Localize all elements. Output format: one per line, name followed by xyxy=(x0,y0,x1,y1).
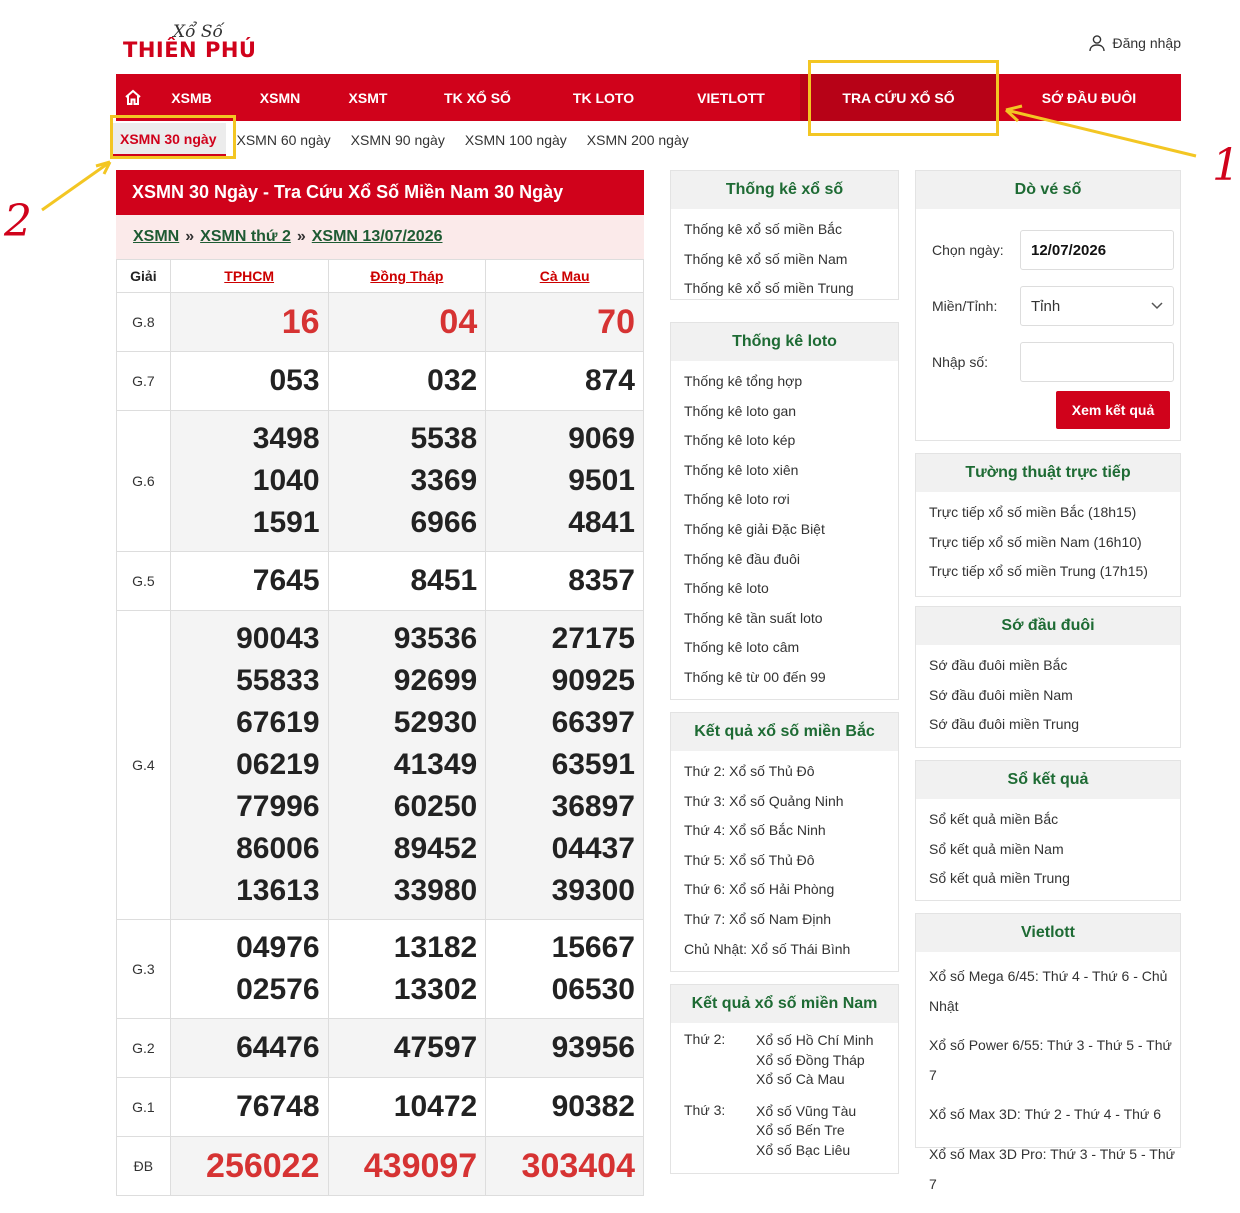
submit-button[interactable]: Xem kết quả xyxy=(1056,391,1170,429)
prize-number: 10472 xyxy=(393,1090,478,1123)
link-so-dau-duoi[interactable]: Sớ đầu đuôi miền Bắc xyxy=(929,657,1068,673)
link-vietlott[interactable]: Xổ số Power 6/55: Thứ 3 - Thứ 5 - Thứ 7 xyxy=(929,1037,1172,1083)
prize-number: 303404 xyxy=(521,1147,635,1185)
prize-cell xyxy=(486,352,644,411)
prize-number: 36897 xyxy=(551,790,635,823)
prize-row xyxy=(117,1078,644,1137)
prize-label: G.2 xyxy=(117,1019,171,1078)
col-province-ca-mau[interactable]: Cà Mau xyxy=(486,260,644,293)
breadcrumb-xsmn-date[interactable]: XSMN 13/07/2026 xyxy=(311,228,443,245)
nav-tra-cuu-xo-so[interactable]: TRA CỨU XỔ SỐ xyxy=(800,74,997,121)
box-vietlott xyxy=(915,913,1181,1192)
prize-number: 89452 xyxy=(393,832,478,865)
link-thong-ke-loto[interactable]: Thống kê đầu đuôi xyxy=(684,550,800,567)
prize-number: 7645 xyxy=(252,564,320,597)
link-kq-mien-nam[interactable]: Xổ số Hồ Chí Minh xyxy=(756,1032,874,1048)
prize-number: 8451 xyxy=(410,564,478,597)
prize-cell xyxy=(486,1019,644,1078)
prize-number: 77996 xyxy=(236,790,320,823)
prize-cell xyxy=(486,1137,644,1196)
prize-number: 47597 xyxy=(393,1031,478,1064)
kq-mien-nam-list xyxy=(671,1023,898,1160)
prize-cell xyxy=(170,1019,328,1078)
prize-cell xyxy=(486,611,644,920)
link-thong-ke-loto[interactable]: Thống kê loto gan xyxy=(684,402,797,419)
prize-number: 41349 xyxy=(393,748,478,781)
prize-label: ĐB xyxy=(117,1137,171,1196)
date-label: Chọn ngày: xyxy=(932,242,1004,258)
prize-cell xyxy=(328,1019,486,1078)
prize-cell xyxy=(170,611,328,920)
region-label: Miền/Tỉnh: xyxy=(932,298,998,314)
link-kq-mien-bac[interactable]: Chủ Nhật: Xổ số Thái Bình xyxy=(684,940,851,957)
link-kq-mien-bac[interactable]: Thứ 6: Xổ số Hải Phòng xyxy=(684,881,835,898)
annotation-label-1: 1 xyxy=(1212,140,1240,191)
link-truc-tiep[interactable]: Trực tiếp xổ số miền Trung (17h15) xyxy=(929,563,1148,580)
subnav-xsmn-100[interactable]: XSMN 100 ngày xyxy=(464,131,567,148)
link-thong-ke-xo-so[interactable]: Thống kê xổ số miền Trung xyxy=(684,280,854,297)
box-title: Kết quả xổ số miền Bắc xyxy=(671,713,898,751)
link-kq-mien-bac[interactable]: Thứ 7: Xổ số Nam Định xyxy=(684,910,832,927)
prize-cell xyxy=(328,293,486,352)
result-title: XSMN 30 Ngày - Tra Cứu Xổ Số Miền Nam 30 Ngày xyxy=(116,170,644,215)
link-kq-mien-bac[interactable]: Thứ 3: Xổ số Quảng Ninh xyxy=(684,792,844,809)
prize-number: 16 xyxy=(281,303,320,341)
link-kq-mien-nam[interactable]: Xổ số Đồng Tháp xyxy=(756,1051,865,1068)
prize-number: 3498 xyxy=(252,422,320,455)
prize-number: 04976 xyxy=(236,931,320,964)
prize-number: 64476 xyxy=(236,1031,320,1064)
nav-so-dau-duoi[interactable]: SỚ ĐẦU ĐUÔI xyxy=(1041,89,1137,106)
subnav-xsmn-30[interactable]: XSMN 30 ngày xyxy=(110,123,226,156)
box-kq-mien-nam xyxy=(670,984,899,1174)
link-thong-ke-loto[interactable]: Thống kê loto kép xyxy=(684,432,796,449)
annotation-label-2: 2 xyxy=(4,196,32,247)
link-thong-ke-xo-so-list xyxy=(671,209,898,308)
prize-number: 60250 xyxy=(393,790,478,823)
prize-cell xyxy=(328,552,486,611)
prize-number: 06219 xyxy=(236,748,320,781)
box-thong-ke-loto xyxy=(670,322,899,700)
link-truc-tiep-list xyxy=(916,492,1180,591)
box-so-ket-qua xyxy=(915,760,1181,901)
prize-cell xyxy=(170,293,328,352)
prize-number: 13613 xyxy=(236,874,320,907)
prize-number: 93536 xyxy=(393,622,478,655)
link-kq-mien-nam[interactable]: Xổ số Bến Tre xyxy=(756,1122,845,1138)
link-kq-mien-bac-list xyxy=(671,751,898,968)
box-title: Dò vé số xyxy=(916,171,1180,209)
prize-number: 02576 xyxy=(236,973,320,1006)
prize-number: 55833 xyxy=(236,664,320,697)
nav-xsmn[interactable]: XSMN xyxy=(259,89,301,106)
prize-cell xyxy=(486,552,644,611)
logo-top-text: Xổ Số xyxy=(173,22,223,42)
breadcrumb-sep: » xyxy=(185,228,195,245)
login-label: Đăng nhập xyxy=(1112,35,1181,51)
prize-cell xyxy=(328,1078,486,1137)
box-title: Sổ kết quả xyxy=(916,761,1180,799)
prize-number: 9069 xyxy=(568,422,635,455)
kq-mien-nam-row xyxy=(684,1102,898,1161)
subnav-xsmn-60[interactable]: XSMN 60 ngày xyxy=(236,131,331,148)
link-truc-tiep[interactable]: Trực tiếp xổ số miền Bắc (18h15) xyxy=(929,504,1137,520)
prize-row xyxy=(117,411,644,552)
box-thong-ke-xo-so xyxy=(670,170,899,300)
prize-number: 66397 xyxy=(551,706,635,739)
box-title: Kết quả xổ số miền Nam xyxy=(671,985,898,1023)
prize-number: 13182 xyxy=(393,931,478,964)
logo-main-text: THIÊN PHÚ xyxy=(123,38,257,62)
link-kq-mien-nam[interactable]: Xổ số Cà Mau xyxy=(756,1071,845,1087)
prize-number: 9501 xyxy=(568,464,635,497)
link-thong-ke-xo-so[interactable]: Thống kê xổ số miền Nam xyxy=(684,250,848,267)
link-so-dau-duoi[interactable]: Sớ đầu đuôi miền Trung xyxy=(929,716,1080,733)
prize-cell xyxy=(170,920,328,1019)
link-thong-ke-loto[interactable]: Thống kê loto xiên xyxy=(684,461,799,478)
link-thong-ke-loto[interactable]: Thống kê tổng hợp xyxy=(684,373,803,389)
result-table xyxy=(116,259,644,1196)
kq-mien-nam-row xyxy=(684,1031,898,1090)
date-field[interactable]: 12/07/2026 xyxy=(1020,230,1174,270)
link-thong-ke-loto[interactable]: Thống kê tần suất loto xyxy=(684,609,823,626)
breadcrumb-sep: » xyxy=(296,228,306,245)
prize-number: 3369 xyxy=(410,464,478,497)
box-title: Vietlott xyxy=(916,914,1180,952)
col-province-dong-thap[interactable]: Đồng Tháp xyxy=(328,260,486,293)
breadcrumb xyxy=(116,215,644,259)
prize-cell xyxy=(328,920,486,1019)
prize-label: G.8 xyxy=(117,293,171,352)
link-so-dau-duoi-list xyxy=(916,645,1180,744)
prize-number: 90043 xyxy=(236,622,320,655)
prize-cell xyxy=(486,293,644,352)
col-prize-header: Giải xyxy=(117,260,171,293)
link-thong-ke-xo-so[interactable]: Thống kê xổ số miền Bắc xyxy=(684,221,842,237)
prize-number: 439097 xyxy=(363,1147,478,1185)
prize-number: 053 xyxy=(269,364,320,397)
box-kq-mien-bac xyxy=(670,712,899,972)
prize-number: 256022 xyxy=(206,1147,320,1185)
prize-cell xyxy=(170,1137,328,1196)
box-title: Thống kê xổ số xyxy=(671,171,898,209)
link-kq-mien-nam[interactable]: Xổ số Bạc Liêu xyxy=(756,1141,851,1158)
link-thong-ke-loto[interactable]: Thống kê loto câm xyxy=(684,639,800,656)
prize-number: 6966 xyxy=(410,506,478,539)
link-so-dau-duoi[interactable]: Sớ đầu đuôi miền Nam xyxy=(929,686,1073,703)
prize-number: 39300 xyxy=(551,874,635,907)
prize-row xyxy=(117,293,644,352)
number-label: Nhập số: xyxy=(932,354,989,370)
prize-number: 93956 xyxy=(551,1031,635,1064)
prize-number: 27175 xyxy=(551,622,635,655)
prize-number: 70 xyxy=(597,303,635,341)
prize-label: G.5 xyxy=(117,552,171,611)
link-vietlott-list xyxy=(916,952,1180,1213)
prize-label: G.6 xyxy=(117,411,171,552)
box-title: Sớ đầu đuôi xyxy=(916,607,1180,645)
link-vietlott[interactable]: Xổ số Max 3D: Thứ 2 - Thứ 4 - Thứ 6 xyxy=(929,1106,1161,1123)
box-truc-tiep xyxy=(915,453,1181,597)
prize-number: 67619 xyxy=(236,706,320,739)
prize-number: 1591 xyxy=(252,506,320,539)
prize-number: 63591 xyxy=(551,748,635,781)
prize-number: 86006 xyxy=(236,832,320,865)
prize-label: G.4 xyxy=(117,611,171,920)
link-vietlott[interactable]: Xổ số Mega 6/45: Thứ 4 - Thứ 6 - Chủ Nhật xyxy=(929,968,1168,1014)
box-title: Tường thuật trực tiếp xyxy=(916,454,1180,492)
prize-cell xyxy=(328,411,486,552)
link-thong-ke-loto-list xyxy=(671,361,898,697)
subnav-xsmn-90[interactable]: XSMN 90 ngày xyxy=(350,131,445,148)
link-vietlott[interactable]: Xổ số Max 3D Pro: Thứ 3 - Thứ 5 - Thứ 7 xyxy=(929,1145,1175,1192)
prize-cell xyxy=(328,352,486,411)
prize-row xyxy=(117,920,644,1019)
link-kq-mien-nam[interactable]: Xổ số Vũng Tàu xyxy=(756,1102,857,1119)
prize-number: 76748 xyxy=(236,1090,320,1123)
link-kq-mien-bac[interactable]: Thứ 2: Xổ số Thủ Đô xyxy=(684,763,815,779)
prize-label: G.1 xyxy=(117,1078,171,1137)
chevron-down-icon xyxy=(1151,302,1163,310)
prize-row xyxy=(117,611,644,920)
box-so-dau-duoi xyxy=(915,606,1181,748)
nav-tk-xo-so[interactable]: TK XỔ SỐ xyxy=(444,89,511,106)
prize-number: 5538 xyxy=(410,422,478,455)
nav-tk-loto[interactable]: TK LOTO xyxy=(572,89,635,106)
prize-number: 33980 xyxy=(393,874,478,907)
link-kq-mien-bac[interactable]: Thứ 4: Xổ số Bắc Ninh xyxy=(684,822,826,839)
site-list xyxy=(756,1031,874,1090)
nav-vietlott[interactable]: VIETLOTT xyxy=(697,89,765,106)
prize-number: 90925 xyxy=(551,664,635,697)
nav-xsmb[interactable]: XSMB xyxy=(171,89,212,106)
prize-number: 92699 xyxy=(393,664,478,697)
link-so-ket-qua[interactable]: Sổ kết quả miền Trung xyxy=(929,870,1070,887)
prize-number: 13302 xyxy=(393,973,478,1006)
link-thong-ke-loto[interactable]: Thống kê loto rơi xyxy=(684,491,790,508)
link-so-ket-qua[interactable]: Sổ kết quả miền Bắc xyxy=(929,811,1059,827)
col-province-tphcm[interactable]: TPHCM xyxy=(170,260,328,293)
prize-number: 032 xyxy=(427,364,478,397)
prize-number: 1040 xyxy=(252,464,320,497)
prize-label: G.3 xyxy=(117,920,171,1019)
number-input[interactable] xyxy=(1020,342,1174,382)
link-so-ket-qua[interactable]: Sổ kết quả miền Nam xyxy=(929,840,1064,857)
result-panel xyxy=(116,170,644,1196)
prize-label: G.7 xyxy=(117,352,171,411)
prize-cell xyxy=(170,352,328,411)
prize-cell xyxy=(170,1078,328,1137)
breadcrumb-xsmn[interactable]: XSMN xyxy=(133,228,180,245)
prize-row xyxy=(117,1019,644,1078)
prize-row xyxy=(117,352,644,411)
nav-xsmt[interactable]: XSMT xyxy=(348,89,388,106)
link-truc-tiep[interactable]: Trực tiếp xổ số miền Nam (16h10) xyxy=(929,533,1142,550)
prize-number: 90382 xyxy=(551,1090,635,1123)
prize-cell xyxy=(328,1137,486,1196)
link-thong-ke-loto[interactable]: Thống kê từ 00 đến 99 xyxy=(684,668,826,685)
prize-number: 15667 xyxy=(551,931,635,964)
prize-number: 8357 xyxy=(568,564,635,597)
prize-cell xyxy=(328,611,486,920)
prize-number: 874 xyxy=(584,364,635,397)
prize-row xyxy=(117,552,644,611)
prize-number: 4841 xyxy=(568,506,635,539)
box-title: Thống kê loto xyxy=(671,323,898,361)
prize-cell xyxy=(486,411,644,552)
link-kq-mien-bac[interactable]: Thứ 5: Xổ số Thủ Đô xyxy=(684,851,815,868)
prize-row xyxy=(117,1137,644,1196)
day-label: Thứ 3: xyxy=(684,1101,726,1118)
region-select[interactable] xyxy=(1020,286,1174,326)
prize-cell xyxy=(170,411,328,552)
subnav-xsmn-200[interactable]: XSMN 200 ngày xyxy=(586,131,689,148)
link-thong-ke-loto[interactable]: Thống kê giải Đặc Biệt xyxy=(684,520,825,537)
day-label: Thứ 2: xyxy=(684,1031,726,1047)
box-do-ve-so xyxy=(915,170,1181,441)
prize-number: 06530 xyxy=(551,973,635,1006)
prize-number: 04 xyxy=(439,303,478,341)
breadcrumb-xsmn-thu-2[interactable]: XSMN thứ 2 xyxy=(200,228,291,245)
prize-cell xyxy=(486,920,644,1019)
site-list xyxy=(756,1102,856,1161)
prize-number: 52930 xyxy=(393,706,478,739)
region-value: Tỉnh xyxy=(1031,297,1061,315)
link-so-ket-qua-list xyxy=(916,799,1180,898)
prize-cell xyxy=(170,552,328,611)
link-thong-ke-loto[interactable]: Thống kê loto xyxy=(684,580,769,597)
prize-number: 04437 xyxy=(551,832,635,865)
prize-cell xyxy=(486,1078,644,1137)
